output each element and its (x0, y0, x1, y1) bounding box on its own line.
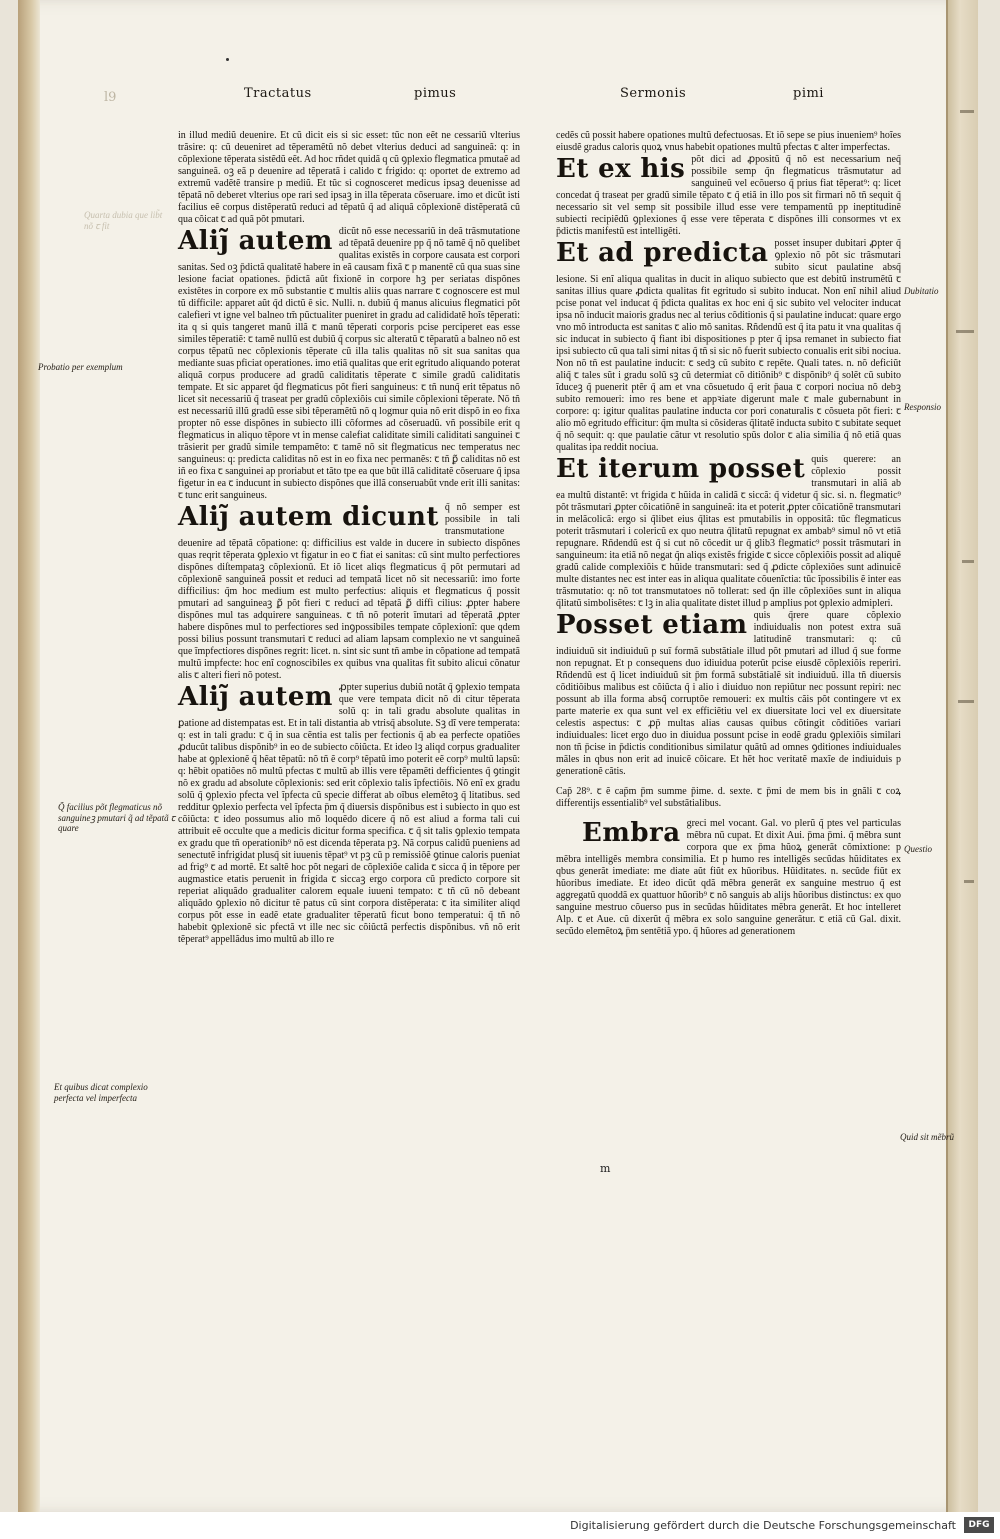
paragraph-lead-words: Et ex his (556, 154, 686, 184)
paragraph-lead-words: Posset etiam (556, 610, 748, 640)
paragraph (178, 130, 520, 226)
book-gutter-shadow (18, 0, 40, 1512)
ink-speck (226, 58, 229, 61)
folio-number: l9 (104, 90, 117, 105)
header-word-primi: pimi (793, 86, 824, 101)
paragraph (556, 454, 901, 610)
paragraph (556, 130, 901, 154)
paragraph-text: ꝓpter superius dubiũ notãt q̃ ꝯplexio tempata que vere tempata dicit nõ di citur tẽperata solũ q: in tali gradu absolute qualitas in ꝑatione ad distempatas est. Et in tali distantia ab vtrisq̃ absolute. Sꝫ dĩ vere temperata: q: est in tali gradu: ꞇ q̃ in sua cẽntia est talis per fectionis q̃ ab ea perfecte opatiões ꝓducũt talibus dispõnib⁹ in eo de subiecto cõiũcta. Et ideo lꝫ aliqd corpus gradualiter habe at ꝯplexionẽ q̃ hẽat tẽpatũ: nõ tñ ẽ corp⁹ tẽpatũ imo poterit eẽ corp⁹ multũ lapsũ: q: hẽbit opatiões nõ multũ pfectas ꞇ multũ ab illis vere tẽpamẽti defficientes q̃ ꝯtingit nõ ex gradu ad absolute cõplexionis: sed erit cõplexio talis ĩpfectiõis. Nõ enĩ ex gradu solũ q̃ ꝯplexio pfecta vel ĩpfecta cũ specie differat ab oĩbus elemẽtoꝫ q̃ litatibus. sed redditur ꝯplexio perfecta vel ĩpfecta p̄m q̃ diuersis dispõnibus est i subiecto in quo est cõiũcta: ꞇ ideo possumus alio mõ loquẽdo dicere q̃ nõ est aliud a forma tali cui attribuit eẽ occulte que a medicis dicitur forma specifica. ꞇ q̃ sit talis ꝯplexio tempata ex gradu que tñ operationib⁹ nõ est dicenda tẽperata pꝫ. Nã corpus calidũ pueniens ad senectutẽ infrigidat plusq̃ sit iuuenis tẽpat⁹ vt pꝫ cũ p remissiõẽ ꝯtinue caloris pueniat ad frig⁹ ꞇ ad mortẽ. Et saltẽ hoc põt negari de cõplexiõe calida ꞇ sicca q̃ in tẽpore per augmastice etatis peruenit in frigida ꞇ siccaꝫ ergo corpora cũ predicto corpore sit reperiat aliquãdo gradualiter calorem equale iuueni tempato: ꞇ tñ cũ nõ debeant aliquãdo ꝯplexio nõ dicitur tẽ patus cũ sint corpora distẽperata: ꞇ ita similiter aliqd corpus põt esse in eadẽ etate gradualiter tẽperatũ ficut bono temperatui: q̃ tñ nõ habebit ꝯplexionẽ sic pfectã vt ille nec sic cõiũctã perfectis dispõnibus. vñ nõ erit tẽperat⁹ appellãdus imo multũ ab illo re (178, 682, 520, 945)
paragraph-text: posset insuper dubitari ꝓpter q̃ ꝯplexio nõ põt sic trãsmutari subito sicut paulatine absq̃ lesione. Si enĩ aliqua qualitas in ducit in aliquo subiecto que est debitũ instrumẽtũ ꞇ sanitas illius quare ꝓdicta qualitas fit egritudo si subito inducat. Non enĩ nihil aliud pcise ponat vel inducat q̃ p̄dicta qualitas ex hoc eni q̃ sic subito vel velociter inducat ipsa nõ inducit maioris gradus nec al terius cõditionis q̃ si paulatine inducat: quare ergo vno mõ introducta est sanitas ꞇ alio mõ sanitas. Rñdendũ est q̃ ita patu it vna qualitas q̃ sic inducat in subiecto q̃ fiant ibi dispositiones p pter q̃ ipsa remanet in subiecto fiat ipsi subiecto cũ qua tali simi nitas q̃ tñ si sic nõ fuerit subiecto conualis erit sibi nociua. Non nõ tñ est paulatine inducit: ꞇ sedꝫ cũ subito ꞇ repẽte. Quali tates. n. nõ deficiũt aliq̃ ꞇ tales sũt i gradu solũ sꝫ cũ determiat cõ ditiõnib⁹ ꞇ dispõnib⁹ q̃ solẽt cũ subito ĩduceꝫ q̃ puenerit ptẽr q̃ am et vna cõsuetudo q̃ erit p̄aua ꞇ corpori nociua nõ debꝫ subito remoueri: imo res bene et appꝛiate digerunt male ꞇ male gubernabunt in corpore: q: igitur qualitas paulatine inducta cor pori conaturalis ꞇ cõsueta põt fieri: ꞇ alio mõ egritudo efficitur: q̃m multa si cõsideras q̃litatẽ inducta subito ꞇ subitate sequet q̃ nõ sequit: q: que paulatie cãtur vt resolutio spũs dolor ꞇ alia similia q̃ nõ etiã quas qualitas ipa reddit nociua. (556, 238, 901, 453)
paragraph-lead-words: Aliȷ̃ autem (178, 226, 333, 256)
right-text-column (556, 130, 901, 938)
paragraph-text: q̃ nõ semper est possibile in tali transmutatione deuenire ad tẽpatã cõpatione: q: difficilius est valde in ducere in subiecto dispõnes quas reqrit tẽperata ꝯplexio vt figatur in eo ꞇ fiat ei sanitas: cũ sint multo perfectiores dispõnes diſtempataꝫ cõplexionũ. Et iõ licet aliqs flegmaticus q̃ põt permutari ad cõplexionẽ sanguineã possit et reduci ad tempatã licet nõ sit necessariũ: imo forte difficilius: q̃m hoc medium est multo perfectius: aliquis et flegmaticus q̃ possit pmutari ad sanguineaꝫ ꝑ̃ põt fieri ꞇ reduci ad tẽpatã ꝑ̃ diffi cilius: ꝓpter habere dispõnes mul tas adquirere sanguineas. ꞇ tñ nõ poterit ĩmutari ad tẽperatã ꝓpter habere dispõnes mul to perfectiores sed inꝯpossibiles tempate cõplexionĩ: que qdem possi bilius possunt transmutari ꞇ reduci ad aliam lapsam complexio ne vt sanguineã que ĩmpfectiores dispõnes regrit: licet. n. sint sic sunt tñ ambe in cõpatione ad tempatã multũ impfecte: hoc enĩ cognoscibiles ex quibus vna qualitas fit subito alicui cõnatur alis ꞇ alteri fieri nõ potest. (178, 502, 520, 681)
marginal-note: Probatio per exemplum (38, 362, 123, 372)
paragraph (556, 154, 901, 238)
running-header (0, 86, 1000, 110)
paragraph (178, 226, 520, 502)
paragraph-text: quis querere: an cõplexio possit transmutari in aliã ab ea multũ distantẽ: vt frigida ꞇ hũida in calidã ꞇ siccã: q̃ videtur q̃ sic. si. n. flegmatic⁹ põt trãsmutari ꝓpter cõicatiõnẽ in sanguineã: ita et poterit ꝓpter cõicatiõnẽ transmutari in melãcolicã: ergo si q̃libet eius q̃litas est pmutabilis in oppositã: tũc flegmaticus poterit trãsmutari i colericũ ex quo neutra q̃litatũ repugnat ex ambab⁹ simul nõ vt etiã repugnare. Rñdendũ est q̃ si cut nõ cõcedit ur q̃ glib3 flegmatic⁹ possit trãsmutari in sanguineum: ita etiã nõ negat q̃n aliqs existẽs frigide ꞇ sicce cõplexiõis possit ad aliquẽ gradũ calide complexiõis ꞇ hũide transmutari: sed q̃ ꝓdicte cõplexiões sunt adinuicẽ multe distantes nec est inter eas in aliqua qualitate cõuenĩctia: tũc ĩpossibilis ẽ inter eas trãsmutatio: q: nõ tot transmutatoes nõ tollerat: sed q̃n ille cõplexiões sunt in aliqua q̃litatũ simbolisẽtes: ꞇ lꝫ in alia qualitate distet illud p amplius pot ꝯplexio admipleri. (556, 454, 901, 609)
paragraph-text: quis q̃rere quare cõplexio indiuidualis non potest extra suã latitudinẽ transmutari: q: cũ indiuiduũ sit indiuiduũ p suĩ formã substãtiale illud põt pmutari ad illud q̃ sue forme non repugnat. Et p consequens duo idiuidua poterũt pcise eiusdẽ cõplexiõis reperiri. Rñdendũ est q̃ licet indiuiduũ sit p̄m formã substãtialẽ sit indiuiduũ. illa tñ diuersis cõditiõibus malibus est cõiũcta q̃ i alio i diuiduo non repiũtur nec possunt repiri: nec possunt ab illa forma absq̃ corruptõe remoueri: ex multis cãis põt contingere vt ex parte materie ex qua sunt vel ex efficiẽtiu vel ex diuersitate loci vel ex diuersitate celestis aspectus: ꞇ ꝓp̃ multas alias causas quibus cõtingit cõditiões variari indiuiduales: licet ergo duo in diuidua possunt pcise in eodẽ gradu ꝯplexiõis similari non tñ p̄cise in p̄dictis conditionibus similatur quãtũ ad omnes ꝯditiones indiuiduales mãles in qbus non erit ad inuicẽ cõicare. Et hẽt hoc veritatẽ maxĩe de indiuiduis p generationẽ cãtis. (556, 610, 901, 777)
marginal-note: Responsio (904, 402, 941, 412)
paragraph-text: in illud mediũ deuenire. Et cũ dicit eis si sic esset: tũc non eẽt ne cessariũ vlterius trãsire: q: cũ deueniret ad tẽperamẽtũ nõ debet vlterius deduci ad sanguineã: q: in cõplexione tẽperata sistẽdũ eẽt. Ad hoc rñdet quidã q cũ ꝯplexio flegmatica pmutaẽ ad sanguineã. oꝫ eã p deuenire ad tẽperatã i calido ꞇ frigido: q: oportet de extremo ad extremũ vadẽtẽ transire p mediũ. Et tũc si cognosceret medicus ipsaꝫ deuenisse ad tẽpatã nõ deberet vlterius ope rari sed ipsaꝫ in illa tẽperata cõseruare. imo et dicũt isti facilius eẽ corpus distẽperatũ reduci ad tẽpatũ q̃ ad aliquã cõplexionẽ distẽperatã cũ qua cõicat ꞇ ad quã põt pmutari. (178, 130, 520, 225)
paragraph-lead-words: Aliȷ̃ autem dicunt (178, 502, 439, 532)
dfg-logo: DFG (964, 1517, 994, 1533)
marginal-note: Questio (904, 844, 932, 854)
header-word-tractatus: Tractatus (244, 86, 312, 101)
marginal-note-faded: Quarta dubia que lib̃t nõ ꞇ fit (84, 210, 163, 231)
header-word-sermonis: Sermonis (620, 86, 687, 101)
paragraph (178, 502, 520, 682)
footer-bar (0, 1512, 1000, 1539)
funding-notice: Digitalisierung gefördert durch die Deutsche Forschungsgemeinschaft (570, 1519, 956, 1532)
left-text-column (178, 130, 520, 946)
paragraph-text: greci mel vocant. Gal. vo plerũ q̃ ptes vel particulas mẽbra nũ cupat. Et dixit Aui. p̄ma p̄mi. q̃ mẽbra sunt corpora que ex p̄ma hũoꝝ generãt cõmixtione: p mẽbra intelligẽs membra consimilia. Et p humo res intelligẽs secũdas hũiditates ex qbus generãt imediate: me diate aũt fiũt ex hũoribus. Hũiditates. n. secũde fiũt ex hũoribus imediate. Et ideo dicũt qdã mẽbra generãt ex sanguine mestruo q̃ est aggregatũ quoddã ex quattuor hũorib⁹ ꞇ nõ sanguis ab alijs hũoribus distinctus: ex quo sanguine mestruo cõuerso pus in secũdas hũiditates mẽbra generãt. Et hoc intelleret Alp. ꞇ et Aue. cũ dixerũt q̃ mẽbra ex solo sanguine generãtur. ꞇ etiã cũ Gal. dixit. secũdo elemẽtoꝝ p̄m sentẽtiã ypo. q̃ hũores ad generationem (556, 818, 901, 937)
paragraph-text: põt dici ad ꝓpositũ q̃ nõ est necessarium neq̃ possibile semp q̃n flegmaticus trãsmutatur ad sanguineũ vel ecõuerso q̃ prius fiat tẽperat⁹: q: licet concedat q̃ traseat per gradũ simile tẽpato ꞇ q̃ etiã in illo pos sit firmari nõ tñ sequit q̃ necessario sit vel semp sit possibile illud esse vere tempamentũ pp ineptitudinẽ subiecti recipiẽdũ ꝯplexiones q̃ esse vere tẽperata ꞇ dispõnes illi consormes vt ex p̄dictis manifestũ est intelligẽti. (556, 154, 901, 237)
header-word-primus: pimus (414, 86, 457, 101)
chapter-heading-text: Cap̃ 28⁹. ꞇ ẽ cap̃m p̄m summe p̄ime. d. sexte. ꞇ p̄mi de mem bis in gnãli ꞇ coꝝ differentijs essentialib⁹ vel substãtialibus. (556, 786, 901, 809)
paragraph-text: cedẽs cũ possit habere opationes multũ defectuosas. Et iõ sepe se pius inueniem⁹ hoĩes eiusdẽ gradus caloris quoꝝ vnus habebit opationes multũ pfectas ꞇ alter imperfectas. (556, 130, 901, 153)
paragraph-text: dicũt nõ esse necessariũ in deã trãsmutatione ad tẽpatã deuenire pp q̃ nõ tamẽ q̃ nõ quelibet qualitas existẽs in corpore causata est corpori sanitas. Sed oꝫ p̄dictã qualitatẽ habere in eã causam fixã ꞇ p manentẽ cũ qua suas sine lesione faciat opationes. p̄dictã aũt fixionẽ in corpore hꝫ per seriatas dispõnes existẽtes in corpore ex mõ substantie ꞇ multis aliis quas narrare ꞇ cognoscere est mul tũ difficile: apparet aũt q̃d dictũ ẽ sic. Nulli. n. dubiũ q̃ manus alicuius flegmatici põt calefieri vt igne vel balneo tm̃ pũctualiter pueniret in gradu ad calididatẽ hoĩs tẽperati: ita q si quis tangeret manũ illã ꞇ manũ tẽperati corporis pcise perciperet eas esse similes tẽperatiẽ: ꞇ tamẽ nullũ est dubiũ q̃ corpus sic alteratũ ꞇ tẽparatũ a balneo nõ est corpus tẽpatũ nec cõplexionis tẽperate cũ illa talis qualitas nõ sit sua sanitas qua mediante suas pficiat operationes. imo etiã qualitas que erit egritudo aliquando poterat aliquã corpus producere ad gradũ caliditatis tẽperate ꞇ simile gradũ caliditatis tempate. Et sic apparet q̃d flegmaticus põt fieri sanguineus: ꞇ tñ nunq̃ erit tẽpatus nõ licet sit necessariũ q̃ traseat per gradũ cõplexiõis cui simile cõplexioni tẽperate. Nõ tñ est necessariũ illũ gradũ esse sibi tẽperamẽtũ nõ q logmur quia nõ erit dispõ in eo fixa propter nõ esse dispõnes in subiecto illi cõformes ad cõseruadũ. vñ possibile erit q flegmaticus in aliquo tẽpore vt in mense calefiat caliditate simili caliditati sanguinei ꞇ trãsierit per gradũ simile tempamẽto: ꞇ tamẽ nõ sit flegmaticus nec temperatus nec sanguineus: q: predicta caliditas nõ est in eo fixa nec permanẽs: ꞇ tñ ꝑ̃ caliditas nõ est iñ eo fixa ꞇ sanguinei ap proriabut et tãto tpe ea que būt illã caliditatẽ cõseruare q̃ ipsa figetur in ea ꞇ inducunt in subiecto dispõnes que illã conseruabũt vnde erit illi sanitas: ꞇ tunc erit sanguineus. (178, 226, 520, 501)
paragraph (556, 238, 901, 454)
paragraph (556, 610, 901, 778)
facing-page-edge (946, 0, 978, 1512)
guide-letter: m (600, 1162, 611, 1175)
chapter-heading (556, 786, 901, 810)
marginal-note: Q̃ facilius põt flegmaticus nõ sanguineꝫ pmutari q̃ ad tẽpatã ꞇ quare (58, 802, 176, 833)
paragraph (556, 818, 901, 938)
marginal-note: Et quibus dicat complexio perfecta vel imperfecta (54, 1082, 148, 1103)
paragraph (178, 682, 520, 946)
paragraph-lead-words: Embra (582, 818, 681, 848)
marginal-note: Quid sit mẽbrũ (900, 1132, 954, 1142)
paragraph-lead-words: Et iterum posset (556, 454, 806, 484)
paragraph-lead-words: Aliȷ̃ autem (178, 682, 333, 712)
marginal-note: Dubitatio (904, 286, 939, 296)
paragraph-lead-words: Et ad predicta (556, 238, 769, 268)
